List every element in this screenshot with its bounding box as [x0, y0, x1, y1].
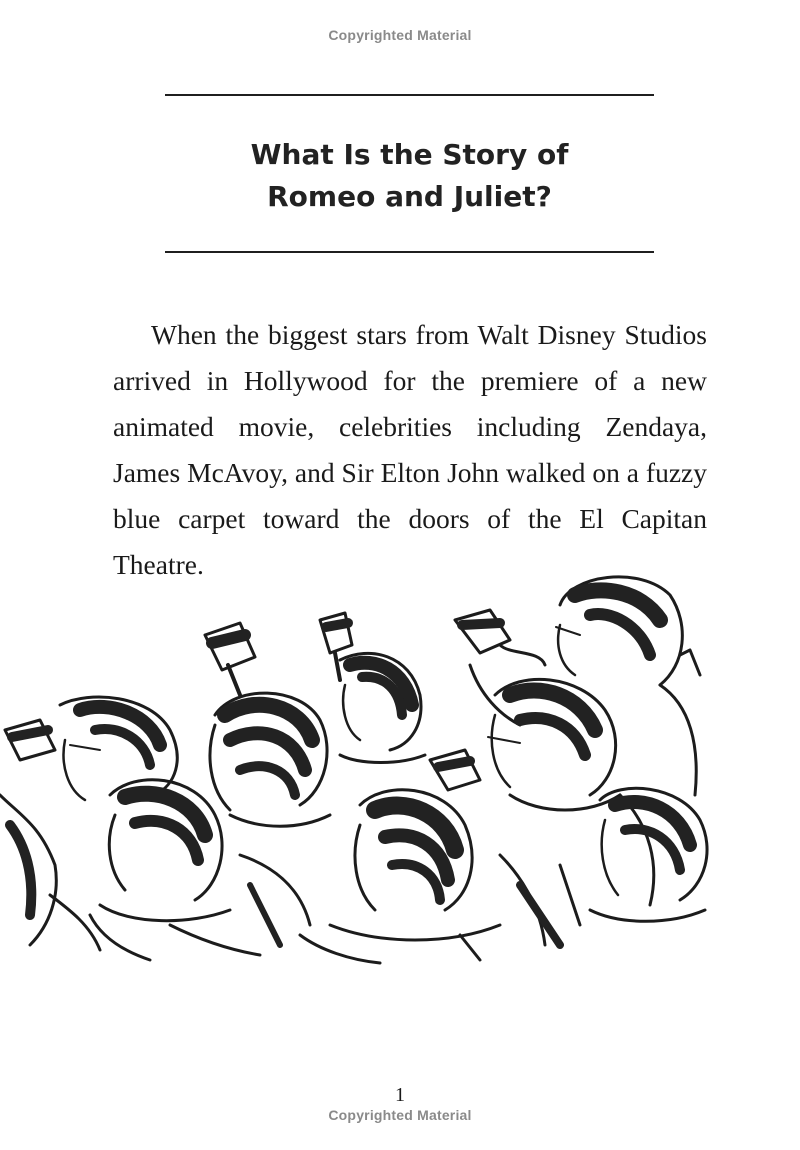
copyright-watermark-top: Copyrighted Material: [328, 27, 472, 43]
body-paragraph: When the biggest stars from Walt Disney Studios arrived in Hollywood for the premiere of a new animated movie, celebrities including Zendaya, James McAvoy, and Sir Elton John walked on a fuzzy blue carpet toward the doors of the El Capitan Theatre.: [113, 319, 707, 580]
chapter-title: [165, 134, 654, 218]
title-rule-top: [165, 94, 654, 96]
chapter-title-line-1: What Is the Story of: [250, 138, 569, 171]
title-rule-bottom: [165, 251, 654, 253]
copyright-watermark-bottom: Copyrighted Material: [328, 1107, 472, 1123]
photographers-crowd-illustration: [0, 565, 720, 965]
page-number: 1: [395, 1084, 405, 1106]
chapter-title-line-2: Romeo and Juliet?: [267, 180, 552, 213]
